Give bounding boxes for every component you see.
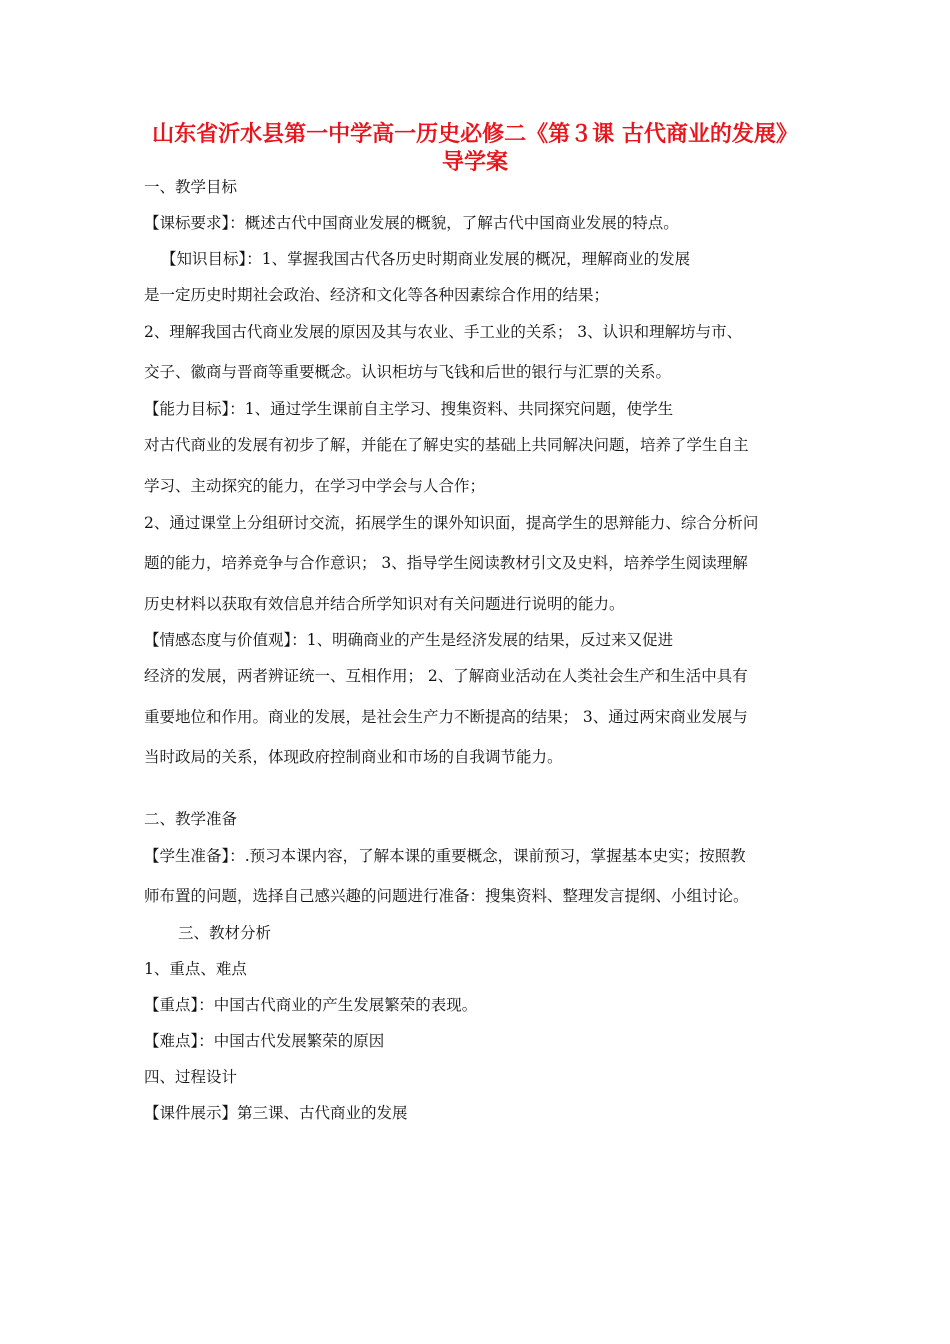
text-line: 历史材料以获取有效信息并结合所学知识对有关问题进行说明的能力。 xyxy=(144,595,625,613)
text-line: 对古代商业的发展有初步了解，并能在了解史实的基础上共同解决问题，培养了学生自主 xyxy=(144,436,749,454)
text-line: 题的能力，培养竞争与合作意识； 3、指导学生阅读教材引文及史料，培养学生阅读理解 xyxy=(144,554,748,572)
text-line: 【难点】：中国古代发展繁荣的原因 xyxy=(144,1032,385,1050)
text-line: 交子、徽商与晋商等重要概念。认识柜坊与飞钱和后世的银行与汇票的关系。 xyxy=(144,363,672,381)
text-line: 2、理解我国古代商业发展的原因及其与农业、手工业的关系； 3、认识和理解坊与市、 xyxy=(144,323,743,341)
text-line: 【能力目标】：1、通过学生课前自主学习、搜集资料、共同探究问题，使学生 xyxy=(144,400,674,418)
text-line: 【情感态度与价值观】：1、明确商业的产生是经济发展的结果，反过来又促进 xyxy=(144,631,674,649)
text-line: 1、重点、难点 xyxy=(144,960,247,978)
text-line: 经济的发展，两者辨证统一、互相作用； 2、了解商业活动在人类社会生产和生活中具有 xyxy=(144,667,748,685)
text-line: 当时政局的关系，体现政府控制商业和市场的自我调节能力。 xyxy=(144,748,563,766)
section-heading-objectives: 一、教学目标 xyxy=(144,178,238,196)
text-line: 是一定历史时期社会政治、经济和文化等各种因素综合作用的结果； xyxy=(144,286,610,304)
text-line: 【知识目标】：1、掌握我国古代各历史时期商业发展的概况，理解商业的发展 xyxy=(161,250,691,268)
document-title: 山东省沂水县第一中学高一历史必修二《第３课 古代商业的发展》 xyxy=(152,121,798,147)
section-heading-preparation: 二、教学准备 xyxy=(144,810,238,828)
text-line: 【课件展示】第三课、古代商业的发展 xyxy=(144,1104,408,1122)
section-heading-analysis: 三、教材分析 xyxy=(178,924,272,942)
text-line: 学习、主动探究的能力，在学习中学会与人合作； xyxy=(144,477,486,495)
section-heading-process: 四、过程设计 xyxy=(144,1068,238,1086)
text-line: 2、通过课堂上分组研讨交流，拓展学生的课外知识面，提高学生的思辩能力、综合分析问 xyxy=(144,514,759,532)
text-line: 【学生准备】：.预习本课内容，了解本课的重要概念，课前预习，掌握基本史实；按照教 xyxy=(144,847,746,865)
text-line: 重要地位和作用。商业的发展，是社会生产力不断提高的结果； 3、通过两宋商业发展与 xyxy=(144,708,748,726)
text-line: 【课标要求】：概述古代中国商业发展的概貌，了解古代中国商业发展的特点。 xyxy=(144,214,679,232)
text-line: 【重点】：中国古代商业的产生发展繁荣的表现。 xyxy=(144,996,478,1014)
document-subtitle: 导学案 xyxy=(441,149,508,175)
text-line: 师布置的问题，选择自己感兴趣的问题进行准备：搜集资料、整理发言提纲、小组讨论。 xyxy=(144,887,749,905)
